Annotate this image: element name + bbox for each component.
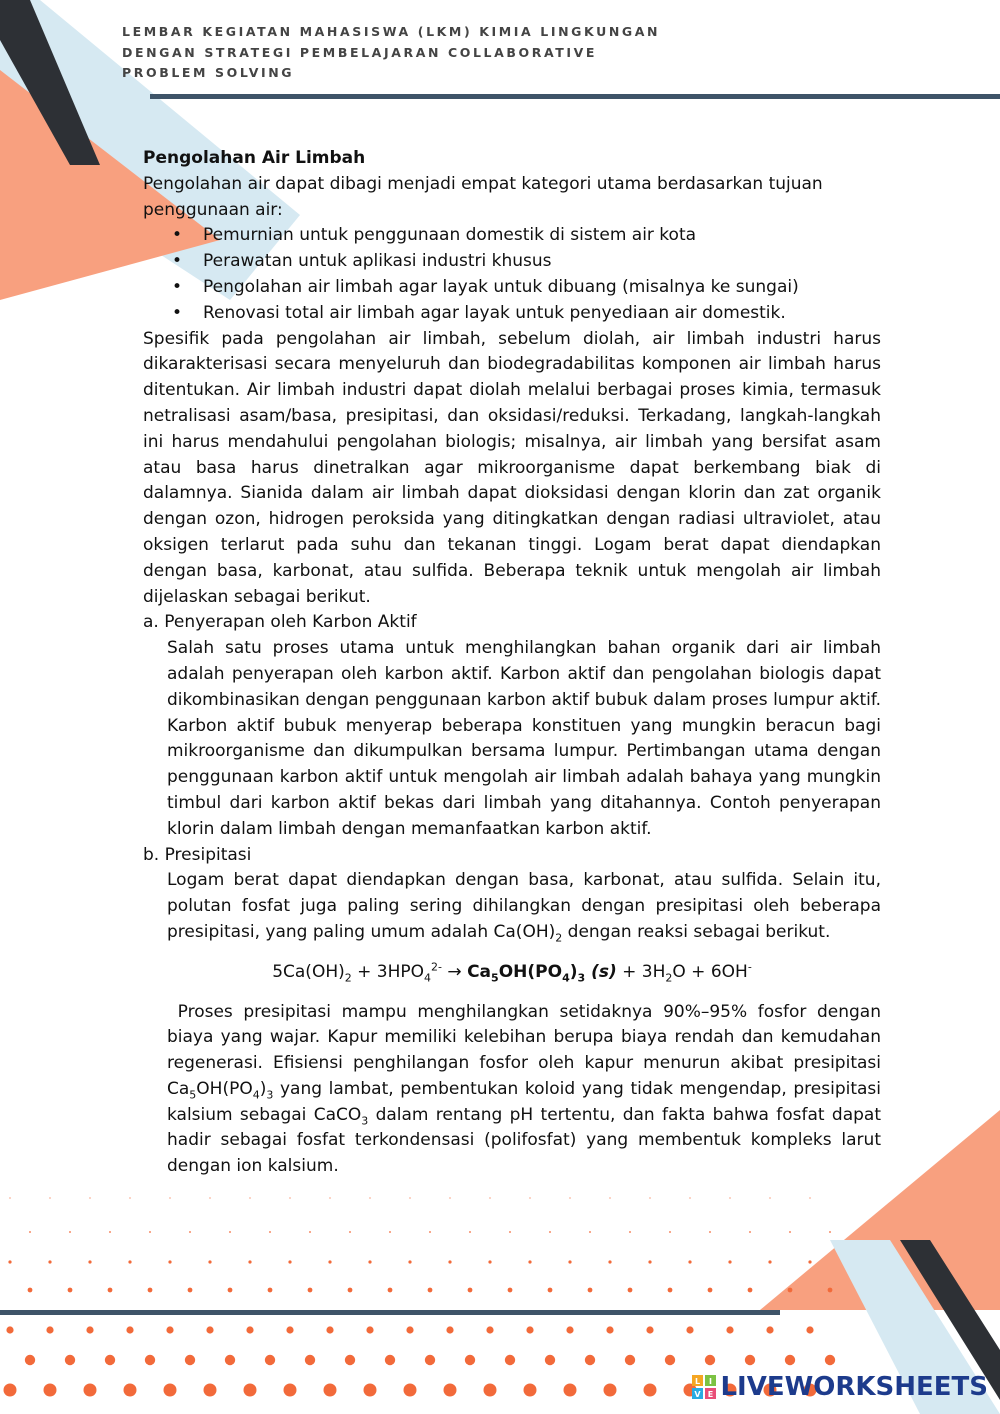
- decor-dot: [549, 1231, 551, 1233]
- decor-dot: [446, 1326, 453, 1333]
- decor-dot: [745, 1355, 755, 1365]
- header-line-1: LEMBAR KEGIATAN MAHASISWA (LKM) KIMIA LINGKUNGAN: [122, 24, 661, 39]
- decor-dot: [709, 1231, 711, 1233]
- decor-dot: [108, 1288, 113, 1293]
- decor-dot: [348, 1288, 353, 1293]
- section-title: Pengolahan Air Limbah: [143, 148, 366, 168]
- decor-dot: [288, 1260, 291, 1263]
- chemical-equation: $5Ca(OH)_2 + 3HPO_4^{2-} \to Ca_5OH(PO_4)_3$ $(s) + 3H_2O + 6OH^-$: [272, 960, 752, 985]
- decor-dot: [345, 1355, 355, 1365]
- decor-dot: [644, 1384, 657, 1397]
- decor-dot: [204, 1384, 217, 1397]
- decor-dot: [244, 1384, 257, 1397]
- decor-dot: [489, 1197, 490, 1198]
- decor-dot: [829, 1231, 831, 1233]
- decor-dot: [488, 1260, 491, 1263]
- decor-dot: [449, 1197, 450, 1198]
- decor-dot: [49, 1197, 50, 1198]
- decor-dot: [669, 1231, 671, 1233]
- decor-dot: [566, 1326, 573, 1333]
- decor-dot: [206, 1326, 213, 1333]
- decor-dot: [806, 1326, 813, 1333]
- decor-dot: [646, 1326, 653, 1333]
- brand-name: LIVEWORKSHEETS: [720, 1372, 988, 1402]
- decor-dot: [109, 1231, 111, 1233]
- decor-dot: [385, 1355, 395, 1365]
- section-a-heading: a. Penyerapan oleh Karbon Aktif: [143, 612, 417, 633]
- decor-dot: [788, 1288, 793, 1293]
- svg-text:L: L: [695, 1377, 701, 1386]
- decor-dot: [768, 1260, 771, 1263]
- decor-dot: [269, 1231, 271, 1233]
- decor-dot: [628, 1288, 633, 1293]
- svg-text:E: E: [708, 1390, 714, 1399]
- decor-dot: [324, 1384, 337, 1397]
- decor-dot: [766, 1326, 773, 1333]
- decor-dot: [149, 1231, 151, 1233]
- decor-dot: [145, 1355, 155, 1365]
- decor-dot: [808, 1260, 811, 1263]
- document-body: [143, 146, 881, 1180]
- decor-dot: [46, 1326, 53, 1333]
- decor-dot: [84, 1384, 97, 1397]
- decor-dot: [529, 1197, 530, 1198]
- list-item: • Perawatan untuk aplikasi industri khusus: [203, 249, 881, 275]
- decor-dot: [4, 1384, 17, 1397]
- decor-dot: [444, 1384, 457, 1397]
- decor-dot: [785, 1355, 795, 1365]
- decor-dot: [105, 1355, 115, 1365]
- decor-dot: [328, 1260, 331, 1263]
- decor-dot: [408, 1260, 411, 1263]
- decor-dot: [29, 1231, 31, 1233]
- decor-dot: [265, 1355, 275, 1365]
- decor-dot: [425, 1355, 435, 1365]
- document-header: [122, 22, 660, 84]
- decor-dot: [629, 1231, 631, 1233]
- liveworksheets-logo-icon: [692, 1375, 716, 1399]
- intro-paragraph: Pengolahan air dapat dibagi menjadi empat kategori utama berdasarkan tujuan penggunaan air:: [143, 173, 823, 220]
- paragraph-1: Spesifik pada pengolahan air limbah, sebelum diolah, air limbah industri harus dikarakterisasi secara menyeluruh dan biodegradabilitas komponen air limbah harus ditentukan. Air limbah industri dapat diolah melalui berbagai proses kimia, termasuk netralisasi asam/basa, presipitasi, dan oksidasi/reduksi. Terkadang, langkah-langkah ini harus mendahului pengolahan biologis; misalnya, air limbah yang bersifat asam atau basa harus dinetralkan agar mikroorganisme dapat berkembang biak di dalamnya. Sianida dalam air limbah dapat dioksidasi dengan klorin dan zat organik dengan ozon, hidrogen peroksida yang ditingkatkan dengan radiasi ultraviolet, atau oksigen terlarut pada suhu dan tekanan tinggi. Logam berat dapat diendapkan dengan basa, karbonat, atau sulfida. Beberapa teknik untuk mengolah air limbah dijelaskan sebagai berikut.: [143, 328, 881, 607]
- decor-dot: [208, 1260, 211, 1263]
- decor-dot: [188, 1288, 193, 1293]
- decor-dot: [448, 1260, 451, 1263]
- decor-dot: [528, 1260, 531, 1263]
- header-rule: [150, 94, 1000, 99]
- decor-dot: [564, 1384, 577, 1397]
- decor-dot: [748, 1288, 753, 1293]
- decor-dot: [166, 1326, 173, 1333]
- decor-dot: [225, 1355, 235, 1365]
- footer-rule: [0, 1310, 780, 1315]
- decor-dot: [705, 1355, 715, 1365]
- decor-dot: [728, 1260, 731, 1263]
- decor-dot: [349, 1231, 351, 1233]
- svg-text:V: V: [694, 1390, 702, 1399]
- decor-dot: [185, 1355, 195, 1365]
- header-line-3: PROBLEM SOLVING: [122, 65, 295, 80]
- decor-dot: [124, 1384, 137, 1397]
- decor-dot: [689, 1197, 690, 1198]
- section-a-text: Salah satu proses utama untuk menghilangkan bahan organik dari air limbah adalah penyerapan oleh karbon aktif. Karbon aktif dan pengolahan biologis dapat dikombinasikan dengan penggunaan karbon aktif bubuk dalam proses lumpur aktif. Karbon aktif bubuk menyerap beberapa konstituen yang mungkin beracun bagi mikroorganisme dan dikumpulkan bersama lumpur. Pertimbangan utama dengan penggunaan karbon aktif untuk mengolah air limbah adalah bahaya yang mungkin timbul dari karbon aktif bekas dari limbah yang ditahannya. Contoh penyerapan klorin dalam limbah dengan memanfaatkan karbon aktif.: [167, 638, 881, 839]
- section-b-text: Logam berat dapat diendapkan dengan basa, karbonat, atau sulfida. Selain itu, polutan fosfat juga paling sering dihilangkan dengan presipitasi oleh beberapa presipitasi, yang paling umum adalah $Ca(OH)_2$ dengan reaksi sebagai berikut.: [167, 870, 881, 945]
- decor-dot: [86, 1326, 93, 1333]
- decor-dot: [526, 1326, 533, 1333]
- decor-dot: [169, 1197, 170, 1198]
- decor-dot: [469, 1231, 471, 1233]
- decor-dot: [484, 1384, 497, 1397]
- decor-dot: [88, 1260, 91, 1263]
- list-item: • Renovasi total air limbah agar layak untuk penyediaan air domestik.: [203, 301, 881, 327]
- liveworksheets-brand[interactable]: [692, 1372, 988, 1402]
- decor-dot: [246, 1326, 253, 1333]
- svg-text:I: I: [709, 1377, 713, 1386]
- decor-dot: [604, 1384, 617, 1397]
- decor-dot: [524, 1384, 537, 1397]
- decor-dot: [229, 1231, 231, 1233]
- decor-dot: [585, 1355, 595, 1365]
- decor-dot: [305, 1355, 315, 1365]
- decor-dot: [548, 1288, 553, 1293]
- decor-dot: [286, 1326, 293, 1333]
- decor-dot: [686, 1326, 693, 1333]
- header-line-2: DENGAN STRATEGI PEMBELAJARAN COLLABORATIVE: [122, 44, 598, 60]
- decor-dot: [828, 1288, 833, 1293]
- decor-dot: [69, 1231, 71, 1233]
- decor-dot: [568, 1260, 571, 1263]
- decor-dot: [389, 1231, 391, 1233]
- decor-dot: [609, 1197, 610, 1198]
- decor-dot: [6, 1326, 13, 1333]
- decor-dot: [366, 1326, 373, 1333]
- decor-dot: [248, 1260, 251, 1263]
- decor-dot: [429, 1231, 431, 1233]
- decor-dot: [68, 1288, 73, 1293]
- decor-dot: [509, 1231, 511, 1233]
- decor-dot: [688, 1260, 691, 1263]
- decor-dot: [28, 1288, 33, 1293]
- decor-dot: [508, 1288, 513, 1293]
- decor-dot: [468, 1288, 473, 1293]
- decor-dot: [409, 1197, 410, 1198]
- decor-dot: [268, 1288, 273, 1293]
- decor-dot: [606, 1326, 613, 1333]
- decor-dot: [148, 1288, 153, 1293]
- decor-dot: [369, 1197, 370, 1198]
- decor-dot: [164, 1384, 177, 1397]
- decor-dot: [545, 1355, 555, 1365]
- decor-dot: [789, 1231, 791, 1233]
- decor-dot: [465, 1355, 475, 1365]
- decor-dot: [129, 1197, 130, 1198]
- decor-dot: [769, 1197, 770, 1198]
- paragraph-2: Proses presipitasi mampu menghilangkan setidaknya 90%–95% fosfor dengan biaya yang wajar. Kapur memiliki kelebihan berupa biaya rendah dan kemudahan regenerasi. Efisiensi penghilangan fosfor oleh kapur menurun akibat presipitasi $Ca_5OH(PO_4)_3$ yang lambat, pembentukan koloid yang tidak mengendap, presipitasi kalsium sebagai CaCO$_3$ dalam rentang pH tertentu, dan fakta bahwa fosfat dapat hadir sebagai fosfat terkondensasi (polifosfat) yang membentuk kompleks larut dengan ion kalsium.: [167, 1001, 882, 1177]
- decor-dot: [9, 1197, 10, 1198]
- decor-dot: [505, 1355, 515, 1365]
- decor-dot: [65, 1355, 75, 1365]
- decor-dot: [309, 1231, 311, 1233]
- section-b-heading: b. Presipitasi: [143, 844, 252, 865]
- decor-dot: [404, 1384, 417, 1397]
- decor-dot: [249, 1197, 250, 1198]
- decor-dot: [726, 1326, 733, 1333]
- decor-dot: [44, 1384, 57, 1397]
- decor-dot: [749, 1231, 751, 1233]
- category-list: [143, 223, 881, 326]
- decor-dot: [128, 1260, 131, 1263]
- decor-dot: [428, 1288, 433, 1293]
- decor-dot: [308, 1288, 313, 1293]
- list-item: • Pemurnian untuk penggunaan domestik di sistem air kota: [203, 223, 881, 249]
- decor-dot: [809, 1197, 810, 1198]
- decor-dot: [625, 1355, 635, 1365]
- decor-dot: [209, 1197, 210, 1198]
- decor-dot: [588, 1288, 593, 1293]
- decor-dot: [665, 1355, 675, 1365]
- decor-dot: [189, 1231, 191, 1233]
- dot-pattern: [4, 1197, 836, 1396]
- decor-dot: [168, 1260, 171, 1263]
- list-item: • Pengolahan air limbah agar layak untuk dibuang (misalnya ke sungai): [203, 275, 881, 301]
- decor-dot: [486, 1326, 493, 1333]
- decor-dot: [368, 1260, 371, 1263]
- decor-dot: [48, 1260, 51, 1263]
- decor-dot: [608, 1260, 611, 1263]
- decor-dot: [126, 1326, 133, 1333]
- decor-dot: [364, 1384, 377, 1397]
- decor-dot: [329, 1197, 330, 1198]
- decor-dot: [8, 1260, 11, 1263]
- decor-dot: [569, 1197, 570, 1198]
- decor-dot: [729, 1197, 730, 1198]
- decor-dot: [89, 1197, 90, 1198]
- decor-dot: [668, 1288, 673, 1293]
- decor-dot: [326, 1326, 333, 1333]
- decor-dot: [388, 1288, 393, 1293]
- decor-dot: [284, 1384, 297, 1397]
- decor-dot: [289, 1197, 290, 1198]
- decor-dot: [649, 1197, 650, 1198]
- decor-dot: [589, 1231, 591, 1233]
- decor-dot: [825, 1355, 835, 1365]
- decor-dot: [406, 1326, 413, 1333]
- decor-dot: [648, 1260, 651, 1263]
- decor-dot: [228, 1288, 233, 1293]
- decor-dot: [708, 1288, 713, 1293]
- decor-dot: [25, 1355, 35, 1365]
